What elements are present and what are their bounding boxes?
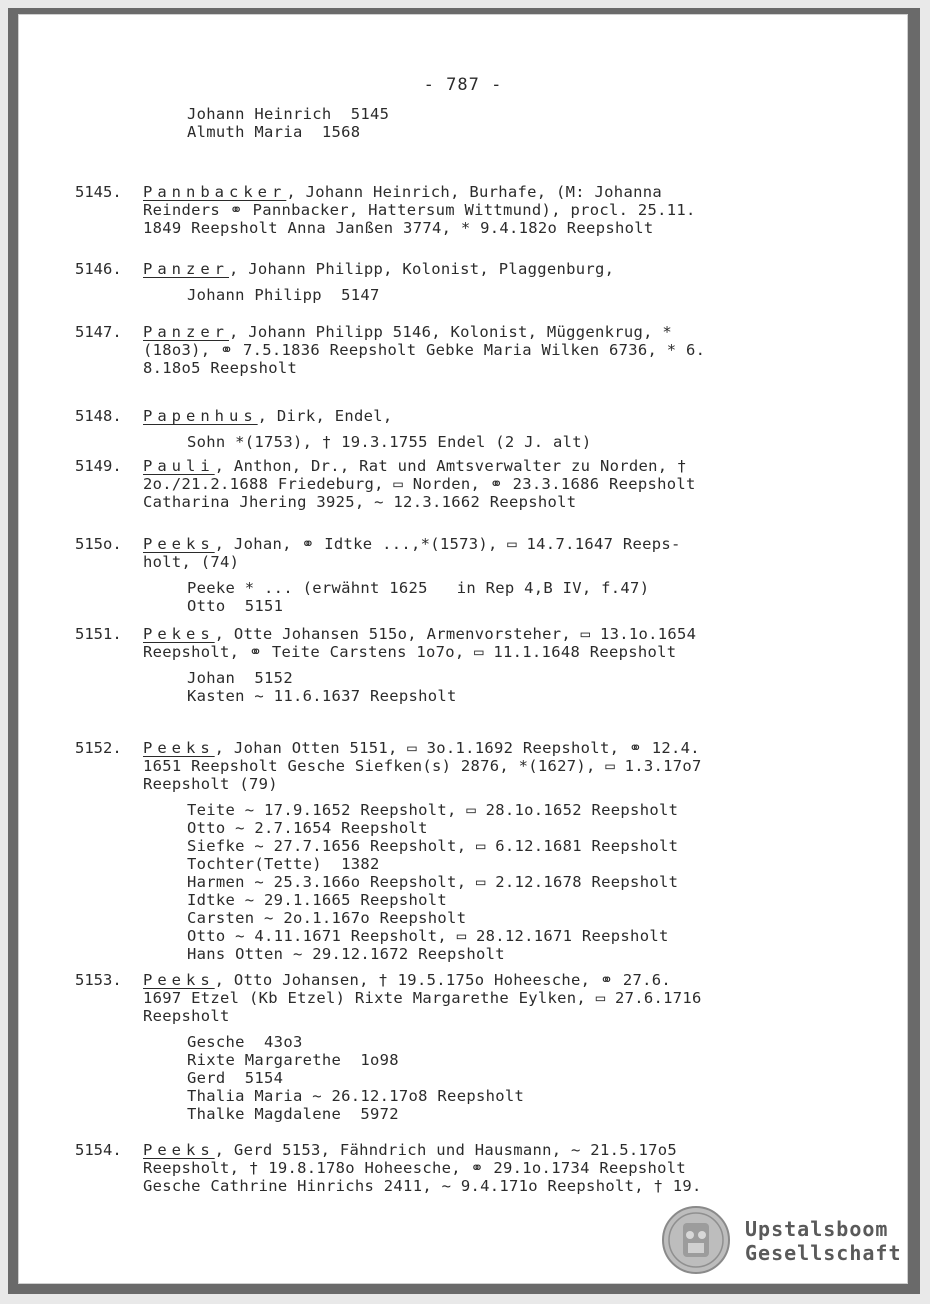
entry-number: 5145. [75, 183, 122, 201]
child-entry: Otto ~ 4.11.1671 Reepsholt, ▭ 28.12.1671 Reepsholt [187, 927, 669, 945]
child-entry: Peeke * ... (erwähnt 1625 in Rep 4,B IV, f.47) [187, 579, 650, 597]
child-entry: Otto 5151 [187, 597, 284, 615]
entry-l3: 1849 Reepsholt Anna Janßen 3774, * 9.4.182o Reepsholt [143, 219, 654, 237]
logo-line2: Gesellschaft [745, 1241, 902, 1265]
child-entry: Thalke Magdalene 5972 [187, 1105, 399, 1123]
entry-line-1 [143, 407, 393, 425]
entry-l2: 1651 Reepsholt Gesche Siefken(s) 2876, *(1627), ▭ 1.3.17o7 [143, 757, 702, 775]
entry-l2: Reepsholt, ⚭ Teite Carstens 1o7o, ▭ 11.1.1648 Reepsholt [143, 643, 677, 661]
entry-line-1 [143, 183, 662, 201]
surname: Papenhus [143, 407, 258, 425]
entry-l3: 8.18o5 Reepsholt [143, 359, 298, 377]
child-entry: Siefke ~ 27.7.1656 Reepsholt, ▭ 6.12.1681 Reepsholt [187, 837, 679, 855]
entry-details: , Gerd 5153, Fähndrich und Hausmann, ~ 21.5.17o5 [214, 1141, 677, 1159]
entry-details: , Otte Johansen 515o, Armenvorsteher, ▭ 13.1o.1654 [214, 625, 697, 643]
surname: Panzer [143, 260, 229, 278]
seal-emblem-icon [661, 1205, 731, 1275]
society-logo-text [745, 1217, 902, 1265]
surname: Panzer [143, 323, 229, 341]
entry-number: 5152. [75, 739, 122, 757]
surname: Pauli [143, 457, 215, 475]
intro-line: Almuth Maria 1568 [187, 123, 361, 141]
surname: Peeks [143, 1141, 215, 1159]
entry-details: , Anthon, Dr., Rat und Amtsverwalter zu Norden, † [214, 457, 687, 475]
entry-line-1 [143, 323, 672, 341]
child-entry: Gerd 5154 [187, 1069, 284, 1087]
child-entry: Teite ~ 17.9.1652 Reepsholt, ▭ 28.1o.1652 Reepsholt [187, 801, 679, 819]
entry-l3: Gesche Cathrine Hinrichs 2411, ~ 9.4.171o Reepsholt, † 19. [143, 1177, 702, 1195]
entry-details: , Johan, ⚭ Idtke ...,*(1573), ▭ 14.7.1647 Reeps- [214, 535, 681, 553]
entry-line-1 [143, 260, 614, 278]
entry-l3: Reepsholt [143, 1007, 230, 1025]
entry-details: , Johan Otten 5151, ▭ 3o.1.1692 Reepsholt, ⚭ 12.4. [214, 739, 700, 757]
entry-line-1 [143, 625, 696, 643]
entry-l2: holt, (74) [143, 553, 240, 571]
surname: Pekes [143, 625, 215, 643]
entry-l3: Catharina Jhering 3925, ~ 12.3.1662 Reepsholt [143, 493, 577, 511]
entry-number: 5154. [75, 1141, 122, 1159]
child-entry: Sohn *(1753), † 19.3.1755 Endel (2 J. alt) [187, 433, 592, 451]
entry-number: 5148. [75, 407, 122, 425]
logo-line1: Upstalsboom [745, 1217, 889, 1241]
entry-number: 515o. [75, 535, 122, 553]
child-entry: Hans Otten ~ 29.12.1672 Reepsholt [187, 945, 505, 963]
entry-details: , Johann Heinrich, Burhafe, (M: Johanna [286, 183, 662, 201]
surname: Peeks [143, 535, 215, 553]
child-entry: Otto ~ 2.7.1654 Reepsholt [187, 819, 428, 837]
child-entry: Harmen ~ 25.3.166o Reepsholt, ▭ 2.12.1678 Reepsholt [187, 873, 679, 891]
entry-details: , Dirk, Endel, [257, 407, 393, 425]
entry-line-1 [143, 971, 671, 989]
entry-details: , Johann Philipp, Kolonist, Plaggenburg, [229, 260, 615, 278]
surname: Peeks [143, 739, 215, 757]
surname: Peeks [143, 971, 215, 989]
page-number: - 787 - [423, 75, 503, 95]
entry-l2: (18o3), ⚭ 7.5.1836 Reepsholt Gebke Maria Wilken 6736, * 6. [143, 341, 706, 359]
entry-number: 5149. [75, 457, 122, 475]
entry-line-1 [143, 1141, 677, 1159]
entry-line-1 [143, 457, 687, 475]
intro-line: Johann Heinrich 5145 [187, 105, 390, 123]
entry-number: 5153. [75, 971, 122, 989]
entry-details: , Otto Johansen, † 19.5.175o Hoheesche, ⚭ 27.6. [214, 971, 672, 989]
child-entry: Thalia Maria ~ 26.12.17o8 Reepsholt [187, 1087, 525, 1105]
entry-l2: Reepsholt, † 19.8.178o Hoheesche, ⚭ 29.1o.1734 Reepsholt [143, 1159, 687, 1177]
entry-l2: 2o./21.2.1688 Friedeburg, ▭ Norden, ⚭ 23.3.1686 Reepsholt [143, 475, 696, 493]
child-entry: Idtke ~ 29.1.1665 Reepsholt [187, 891, 448, 909]
entry-l2: Reinders ⚭ Pannbacker, Hattersum Wittmund), procl. 25.11. [143, 201, 696, 219]
entry-number: 5146. [75, 260, 122, 278]
entry-number: 5151. [75, 625, 122, 643]
child-entry: Rixte Margarethe 1o98 [187, 1051, 399, 1069]
document-page [18, 14, 908, 1284]
entry-line-1 [143, 535, 681, 553]
surname: Pannbacker [143, 183, 287, 201]
child-entry: Tochter(Tette) 1382 [187, 855, 380, 873]
child-entry: Johann Philipp 5147 [187, 286, 380, 304]
child-entry: Carsten ~ 2o.1.167o Reepsholt [187, 909, 467, 927]
entry-l3: Reepsholt (79) [143, 775, 278, 793]
entry-number: 5147. [75, 323, 122, 341]
entry-line-1 [143, 739, 700, 757]
child-entry: Kasten ~ 11.6.1637 Reepsholt [187, 687, 457, 705]
child-entry: Gesche 43o3 [187, 1033, 303, 1051]
entry-details: , Johann Philipp 5146, Kolonist, Müggenkrug, * [229, 323, 673, 341]
entry-l2: 1697 Etzel (Kb Etzel) Rixte Margarethe Eylken, ▭ 27.6.1716 [143, 989, 702, 1007]
child-entry: Johan 5152 [187, 669, 293, 687]
